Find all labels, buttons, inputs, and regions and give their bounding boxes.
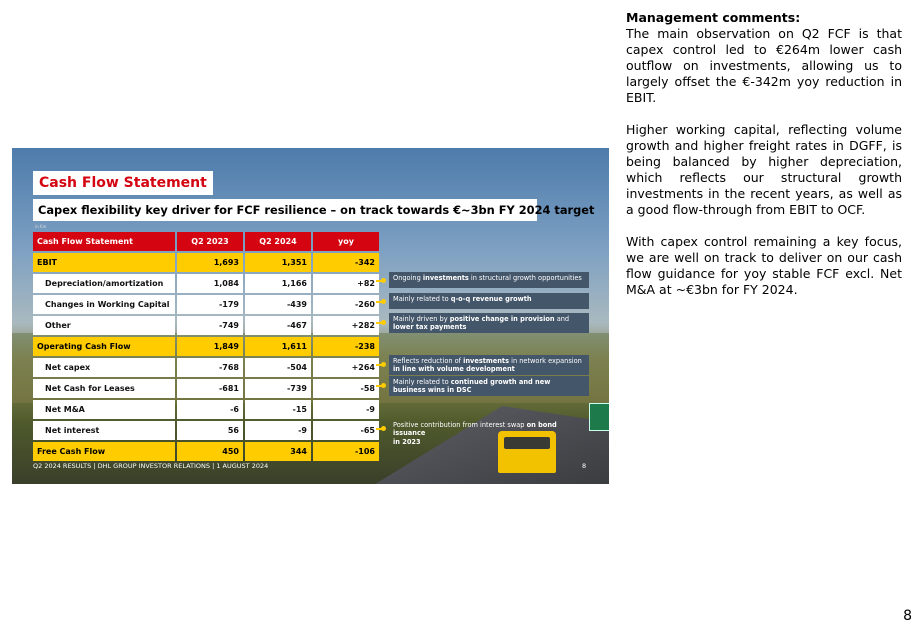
comments-paragraph-2: Higher working capital, reflecting volume growth and higher freight rates in DGFF, is being balanced by higher depreciation, which reflects our structural growth investments in the recent years, as well as a good flow-through from EBIT to OCF. — [626, 122, 902, 217]
comments-title: Management comments: — [626, 10, 801, 25]
note-text-bold: in line with volume development — [393, 365, 515, 374]
connector-dot — [376, 322, 384, 324]
cell-q2-2023: -749 — [177, 316, 243, 335]
comments-paragraph-1: The main observation on Q2 FCF is that capex control led to €264m lower cash outflow on investments, allowing us to largely offset the €-342m yoy reduction in EBIT. — [626, 26, 902, 105]
table-row — [33, 400, 379, 419]
note-text: in structural growth opportunities — [468, 274, 582, 282]
cell-q2-2024: -15 — [245, 400, 311, 419]
note-other — [389, 313, 589, 333]
note-text-bold: positive change in provision — [449, 315, 555, 323]
cell-q2-2023: -179 — [177, 295, 243, 314]
table-row — [33, 379, 379, 398]
note-leases — [389, 376, 589, 396]
table-row — [33, 253, 379, 272]
table-row — [33, 421, 379, 440]
row-label: Changes in Working Capital — [33, 295, 175, 314]
header-cell: Q2 2023 — [177, 232, 243, 251]
cell-q2-2023: 1,849 — [177, 337, 243, 356]
page-number: 8 — [903, 608, 912, 624]
cell-q2-2024: -739 — [245, 379, 311, 398]
table-header — [33, 232, 379, 251]
management-comments — [626, 10, 902, 314]
note-text: in network expansion — [509, 357, 582, 365]
cell-q2-2024: 1,166 — [245, 274, 311, 293]
slide-subtitle: Capex flexibility key driver for FCF resilience – on track towards €~3bn FY 2024 target — [33, 199, 537, 221]
cell-q2-2023: 1,084 — [177, 274, 243, 293]
cell-q2-2024: -439 — [245, 295, 311, 314]
cash-flow-table — [33, 232, 379, 463]
row-label: EBIT — [33, 253, 175, 272]
row-label: Free Cash Flow — [33, 442, 175, 461]
table-row — [33, 442, 379, 461]
note-working-capital — [389, 293, 589, 309]
row-label: Depreciation/amortization — [33, 274, 175, 293]
cell-yoy: -238 — [313, 337, 379, 356]
cell-q2-2023: -681 — [177, 379, 243, 398]
header-cell: Cash Flow Statement — [33, 232, 175, 251]
connector-dot — [376, 385, 384, 387]
note-text: Mainly related to — [393, 295, 451, 303]
note-depreciation — [389, 272, 589, 288]
slide-image — [12, 148, 609, 484]
slide-page-number: 8 — [582, 462, 587, 470]
note-text: Ongoing — [393, 274, 423, 282]
table-row — [33, 316, 379, 335]
cell-yoy: -260 — [313, 295, 379, 314]
cell-q2-2023: -768 — [177, 358, 243, 377]
table-row — [33, 295, 379, 314]
row-label: Operating Cash Flow — [33, 337, 175, 356]
comments-paragraph-3: With capex control remaining a key focus, we are well on track to deliver on our cash flow guidance for yoy stable FCF excl. Net M&A at ~€3bn for FY 2024. — [626, 234, 902, 297]
cell-yoy: -342 — [313, 253, 379, 272]
table-row — [33, 274, 379, 293]
note-text: and — [554, 315, 570, 323]
cell-yoy: +282 — [313, 316, 379, 335]
cell-q2-2023: 1,693 — [177, 253, 243, 272]
slide-tag: Cash Flow Statement — [33, 171, 213, 195]
cell-yoy: -9 — [313, 400, 379, 419]
note-text-bold: on bond issuance — [393, 421, 557, 438]
note-text-bold: investments — [463, 357, 510, 365]
note-text-bold: in 2023 — [393, 437, 421, 446]
row-label: Net Cash for Leases — [33, 379, 175, 398]
cell-q2-2023: -6 — [177, 400, 243, 419]
note-text: Mainly driven by — [393, 315, 450, 323]
unit-label: in €m — [35, 224, 47, 229]
row-label: Net interest — [33, 421, 175, 440]
note-interest — [389, 419, 589, 446]
table-row — [33, 358, 379, 377]
cell-q2-2024: 1,351 — [245, 253, 311, 272]
cell-q2-2024: 1,611 — [245, 337, 311, 356]
row-label: Net M&A — [33, 400, 175, 419]
road-sign-graphic — [589, 403, 609, 431]
note-text-bold: continued growth and new business wins in DSC — [393, 378, 551, 395]
cell-q2-2024: -467 — [245, 316, 311, 335]
cell-q2-2024: -504 — [245, 358, 311, 377]
header-cell: Q2 2024 — [245, 232, 311, 251]
cell-yoy: +264 — [313, 358, 379, 377]
note-text: Reflects reduction of — [393, 357, 464, 365]
cell-q2-2023: 56 — [177, 421, 243, 440]
cell-q2-2024: 344 — [245, 442, 311, 461]
cell-yoy: +82 — [313, 274, 379, 293]
connector-dot — [376, 364, 384, 366]
row-label: Net capex — [33, 358, 175, 377]
connector-dot — [376, 301, 384, 303]
header-cell: yoy — [313, 232, 379, 251]
note-text-bold: investments — [422, 274, 469, 282]
table-row — [33, 337, 379, 356]
cell-q2-2024: -9 — [245, 421, 311, 440]
note-text: Positive contribution from interest swap — [393, 421, 527, 429]
note-text-bold: q-o-q revenue growth — [450, 295, 532, 303]
note-net-capex — [389, 355, 589, 375]
connector-dot — [376, 280, 384, 282]
slide-footer: Q2 2024 RESULTS | DHL GROUP INVESTOR RELATIONS | 1 AUGUST 2024 — [33, 462, 269, 470]
cell-yoy: -58 — [313, 379, 379, 398]
row-label: Other — [33, 316, 175, 335]
cell-yoy: -106 — [313, 442, 379, 461]
cell-yoy: -65 — [313, 421, 379, 440]
cell-q2-2023: 450 — [177, 442, 243, 461]
note-text-bold: lower tax payments — [393, 323, 467, 332]
connector-dot — [376, 428, 384, 430]
note-text: Mainly related to — [393, 378, 451, 386]
